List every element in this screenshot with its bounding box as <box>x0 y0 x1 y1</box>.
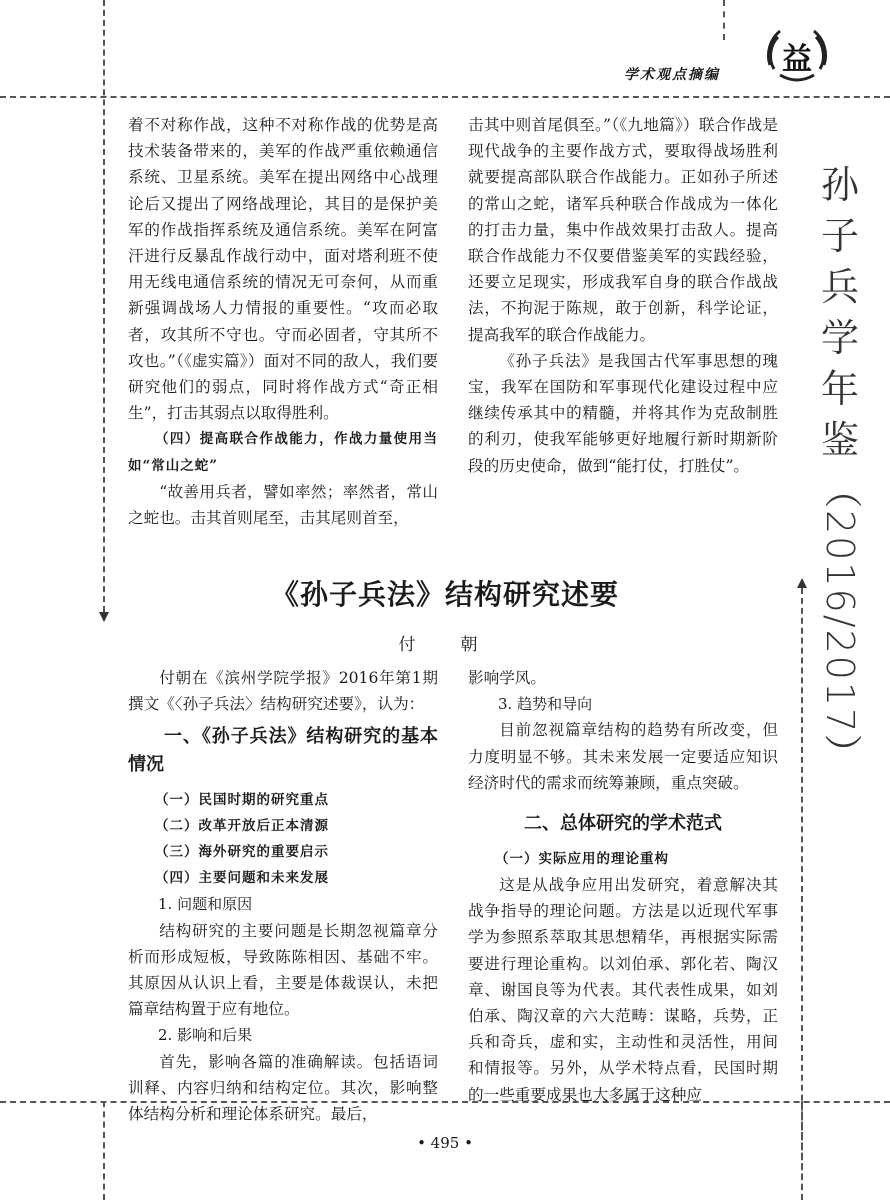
numbered-heading: 3. 趋势和导向 <box>498 695 593 714</box>
paragraph: 击其中则首尾俱至。”（《九地篇》）联合作战是现代战争的主要作战方式，要取得战场胜利就要提高部队联合作战能力。正如孙子所述的常山之蛇，诸军兵种联合作战成为一体化的打击力量，集中作战效果打击敌人。提高联合作战能力不仅要借鉴美军的实践经验，还要立足现实，形成我军自身的联合作战战法，不拘泥于陈规，敢于创新，科学论证，提高我军的联合作战能力。 <box>468 116 778 344</box>
yearbook-title-char: 子 <box>820 214 859 258</box>
subsection-item: （一）实际应用的理论重构 <box>495 851 669 868</box>
page-number: • 495 • <box>417 1134 473 1152</box>
subsection-heading: （四）提高联合作战能力，作战力量使用当如“常山之蛇” <box>128 431 438 474</box>
paragraph: 这是从战争应用出发研究，着意解决其战争指导的理论问题。方法是以近现代军事学为参照系萃取其思想精华，再根据实际需要进行理论重构。以刘伯承、郭化若、陶汉章、谢国良等为代表。其代表性成果，如刘伯承、陶汉章的六大范畴：谋略，兵势，正兵和奇兵，虚和实，主动性和灵活性，用间和情报等。另外，从学术特点看，民国时期的一些重要成果也大多属于这种应 <box>468 876 778 1104</box>
yearbook-title-char: 学 <box>820 316 859 360</box>
article-title: 《孙子兵法》结构研究述要 <box>270 578 619 611</box>
right-guide-line-top <box>723 0 725 40</box>
paragraph: 影响学风。 <box>468 669 546 687</box>
paragraph: 首先，影响各篇的准确解读。包括语词训释、内容归纳和结构定位。其次，影响整体结构分析和理论体系研究。最后， <box>128 1052 438 1124</box>
subsection-item: （三）海外研究的重要启示 <box>155 844 329 861</box>
subsection-item: （一）民国时期的研究重点 <box>155 792 329 809</box>
paragraph: 结构研究的主要问题是长期忽视篇章分析而形成短板，导致陈陈相因、基础不牢。其原因从认识上看，主要是体裁误认，未把篇章结构置于应有地位。 <box>128 921 438 1019</box>
left-guide-arrow-icon <box>99 612 109 622</box>
section-heading: 一、《孙子兵法》结构研究的基本情况 <box>128 726 438 776</box>
article-author: 付 朝 <box>398 635 492 655</box>
paragraph: 目前忽视篇章结构的趋势有所改变，但力度明显不够。其未来发展一定要适应知识经济时代的需求而统筹兼顾，重点突破。 <box>468 721 778 792</box>
prev-article-right-column <box>468 112 778 479</box>
subsection-item: （四）主要问题和未来发展 <box>155 870 329 887</box>
intro-paragraph: 付朝在《滨州学院学报》2016年第1期撰文《〈孙子兵法〉结构研究述要》，认为： <box>128 669 438 714</box>
numbered-heading: 1. 问题和原因 <box>158 895 253 914</box>
numbered-heading: 2. 影响和后果 <box>158 1026 253 1045</box>
yearbook-title-char: 孙 <box>820 163 859 207</box>
yearbook-title-char: 鉴 <box>820 418 859 462</box>
paragraph: “故善用兵者，譬如率然；率然者，常山之蛇也。击其首则尾至，击其尾则首至， <box>128 482 438 528</box>
yearbook-year: （2016/2017） <box>818 470 862 775</box>
yearbook-emblem-icon <box>762 25 832 87</box>
yearbook-title-char: 兵 <box>820 265 859 309</box>
article-right-column <box>468 665 778 1108</box>
yearbook-title-char: 年 <box>820 367 859 411</box>
svg-text:益: 益 <box>782 42 812 77</box>
paragraph: 《孙子兵法》是我国古代军事思想的瑰宝，我军在国防和军事现代化建设过程中应继续传承其中的精髓，并将其作为克敌制胜的利刃，使我军能够更好地履行新时期新阶段的历史使命，做到“能打仗，打胜仗”。 <box>468 351 778 475</box>
prev-article-left-column <box>128 112 438 531</box>
yearbook-title <box>810 160 870 774</box>
article-left-column <box>128 665 438 1127</box>
left-guide-line <box>103 0 105 612</box>
subsection-item: （二）改革开放后正本清源 <box>155 818 329 835</box>
top-guide-line <box>0 96 890 98</box>
section-heading: 二、总体研究的学术范式 <box>524 813 722 835</box>
paragraph: 着不对称作战，这种不对称作战的优势是高技术装备带来的，美军的作战严重依赖通信系统、卫星系统。美军在提出网络中心战理论后又提出了网络战理论，其目的是保护美军的作战指挥系统及通信系统。美军在阿富汗进行反暴乱作战行动中，面对塔利班不使用无线电通信系统的情况无可奈何，从而重新强调战场人力情报的重要性。“攻而必取者，攻其所不守也。守而必固者，守其所不攻也。”（《虚实篇》）面对不同的敌人，我们要研究他们的弱点，同时将作战方式“奇正相生”，打击其弱点以取得胜利。 <box>128 116 438 423</box>
section-label: 学术观点摘编 <box>624 67 720 83</box>
